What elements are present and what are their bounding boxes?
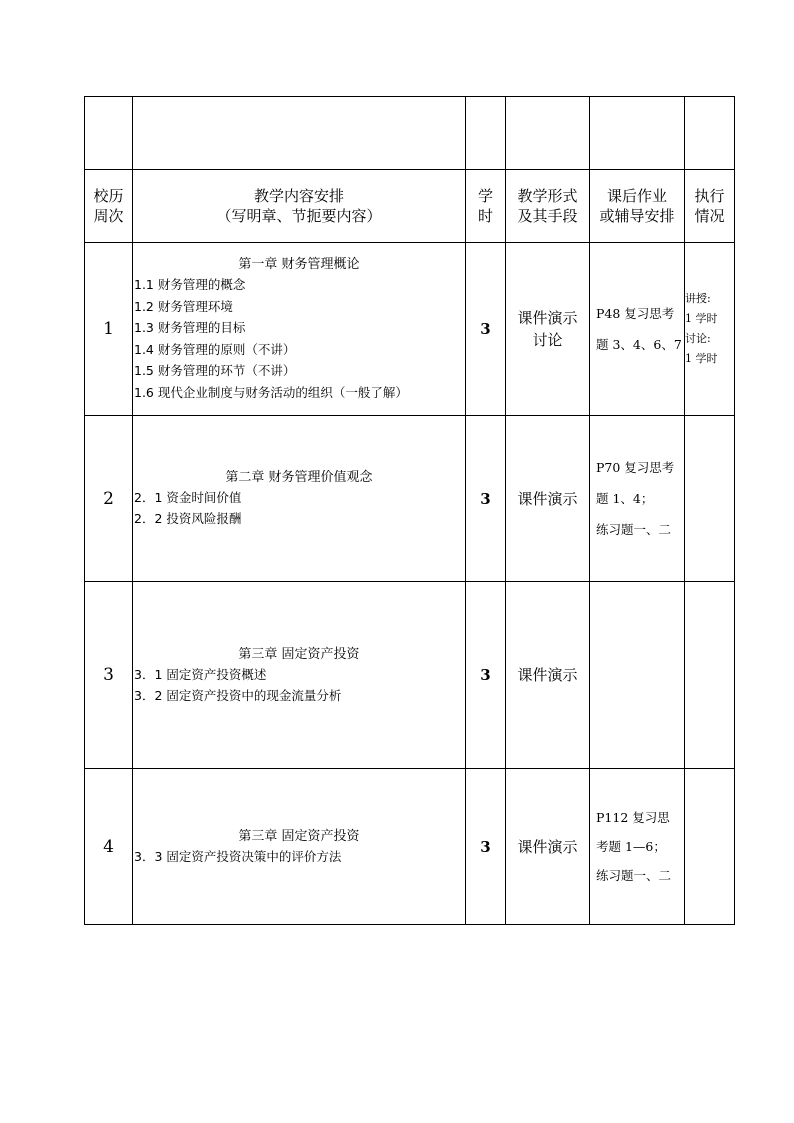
hours-cell: 3	[466, 582, 506, 769]
content-cell	[133, 769, 466, 925]
section-item: 1.6 现代企业制度与财务活动的组织（一般了解）	[134, 384, 408, 400]
homework-cell: P48 复习思考 题 3、4、6、7	[590, 243, 685, 416]
header-row	[85, 170, 735, 243]
section-item: 1.5 财务管理的环节（不讲）	[134, 363, 296, 378]
chapter-title: 第二章 财务管理价值观念	[225, 470, 373, 485]
section-item: 1.1 财务管理的概念	[134, 277, 246, 292]
section-item: 2．1 资金时间价值	[134, 490, 242, 505]
week-cell: 2	[85, 416, 133, 582]
status-cell	[685, 416, 735, 582]
form-cell: 课件演示	[506, 769, 590, 925]
header-week: 校历 周次	[85, 170, 133, 243]
form-cell: 课件演示	[506, 582, 590, 769]
section-item: 1.2 财务管理环境	[134, 298, 233, 314]
blank-cell	[685, 97, 735, 170]
teaching-schedule-table	[84, 96, 735, 925]
hours-cell: 3	[466, 769, 506, 925]
chapter-title: 第一章 财务管理概论	[238, 257, 360, 272]
section-item: 3．3 固定资产投资决策中的评价方法	[134, 848, 342, 864]
section-item: 3．1 固定资产投资概述	[134, 666, 267, 682]
header-status: 执行 情况	[685, 170, 735, 243]
content-cell	[133, 416, 466, 582]
status-cell	[685, 769, 735, 925]
blank-cell	[590, 97, 685, 170]
week-cell: 4	[85, 769, 133, 925]
week-cell: 3	[85, 582, 133, 769]
chapter-title: 第三章 固定资产投资	[238, 646, 360, 662]
table-row	[85, 582, 735, 769]
header-homework: 课后作业 或辅导安排	[590, 170, 685, 243]
header-hours: 学 时	[466, 170, 506, 243]
table-row	[85, 416, 735, 582]
section-item: 1.3 财务管理的目标	[134, 320, 246, 335]
blank-cell	[133, 97, 466, 170]
section-item: 3．2 固定资产投资中的现金流量分析	[134, 687, 342, 703]
week-cell: 1	[85, 243, 133, 416]
blank-top-row	[85, 97, 735, 170]
hours-cell: 3	[466, 243, 506, 416]
table-row	[85, 243, 735, 416]
blank-cell	[85, 97, 133, 170]
homework-cell	[590, 582, 685, 769]
hours-cell: 3	[466, 416, 506, 582]
status-cell: 讲授: 1 学时 讨论: 1 学时	[685, 243, 735, 416]
homework-cell: P70 复习思考 题 1、4； 练习题一、二	[590, 416, 685, 582]
content-cell	[133, 243, 466, 416]
chapter-title: 第三章 固定资产投资	[238, 828, 360, 844]
content-cell	[133, 582, 466, 769]
blank-cell	[466, 97, 506, 170]
table-row	[85, 769, 735, 925]
homework-cell: P112 复习思 考题 1—6； 练习题一、二	[590, 769, 685, 925]
section-item: 2．2 投资风险报酬	[134, 511, 242, 526]
blank-cell	[506, 97, 590, 170]
header-content: 教学内容安排 （写明章、节扼要内容）	[133, 170, 466, 243]
header-form: 教学形式 及其手段	[506, 170, 590, 243]
form-cell: 课件演示	[506, 416, 590, 582]
status-cell	[685, 582, 735, 769]
section-item: 1.4 财务管理的原则（不讲）	[134, 341, 296, 357]
form-cell: 课件演示 讨论	[506, 243, 590, 416]
